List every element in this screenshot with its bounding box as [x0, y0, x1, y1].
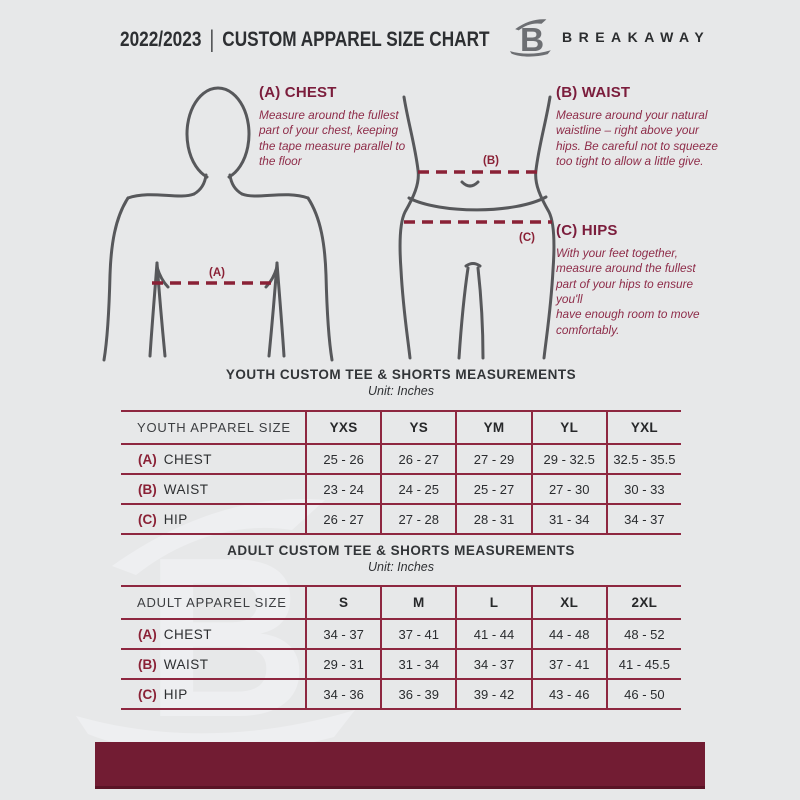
lower-body-figure: [400, 97, 554, 358]
row-name: HIP: [163, 686, 188, 702]
measurement-label: [121, 475, 305, 503]
chest-guide: [259, 84, 417, 169]
adult-size-table: [121, 585, 681, 710]
measurement-value: 25 - 27: [455, 475, 530, 503]
hips-marker-label: (C): [519, 232, 535, 244]
measurement-value: 26 - 27: [380, 445, 455, 473]
measurement-row: [121, 678, 681, 708]
youth-table-title: YOUTH CUSTOM TEE & SHORTS MEASUREMENTS: [225, 367, 577, 382]
row-name: WAIST: [163, 481, 209, 497]
breakaway-logo-icon: [509, 15, 553, 59]
row-name: WAIST: [163, 656, 209, 672]
measurement-label: [121, 445, 305, 473]
measurement-value: 36 - 39: [380, 680, 455, 708]
size-column-header: YL: [531, 412, 606, 443]
brand-name: BREAKAWAY: [562, 29, 711, 45]
row-key: (C): [138, 511, 157, 527]
adult-table-title: ADULT CUSTOM TEE & SHORTS MEASUREMENTS: [227, 543, 575, 558]
chest-heading: (A) CHEST: [259, 84, 337, 101]
hips-guide: [556, 222, 718, 338]
hips-instructions: With your feet together, measure around the fullest part of your hips to ensure you'll have enough room to move comfortably.: [556, 246, 700, 337]
measurement-value: 34 - 37: [305, 620, 380, 648]
measurement-value: 48 - 52: [606, 620, 681, 648]
row-name: CHEST: [163, 626, 213, 642]
youth-table-unit: Unit: Inches: [367, 384, 434, 398]
measurement-value: 37 - 41: [380, 620, 455, 648]
measurement-value: 27 - 29: [455, 445, 530, 473]
measurement-row: [121, 473, 681, 503]
waist-instructions: Measure around your natural waistline – right above your hips. Be careful not to squeeze too tight to allow a little give.: [556, 108, 718, 168]
measurement-value: 27 - 30: [531, 475, 606, 503]
chart-title: CUSTOM APPAREL SIZE CHART: [222, 28, 490, 51]
measurement-value: 39 - 42: [455, 680, 530, 708]
waist-marker-label: (B): [483, 155, 499, 167]
measurement-value: 41 - 45.5: [606, 650, 681, 678]
row-name: CHEST: [163, 451, 213, 467]
page-title: [120, 28, 490, 52]
size-column-header: 2XL: [606, 587, 681, 618]
measurement-value: 27 - 28: [380, 505, 455, 533]
size-column-header: S: [305, 587, 380, 618]
brand-lockup: [509, 15, 710, 59]
title-divider: |: [209, 26, 215, 53]
measurement-row: [121, 618, 681, 648]
measurement-value: 24 - 25: [380, 475, 455, 503]
measurement-value: 31 - 34: [531, 505, 606, 533]
measurement-value: 30 - 33: [606, 475, 681, 503]
measurement-label: [121, 505, 305, 533]
row-key: (A): [138, 451, 157, 467]
measurement-value: 29 - 32.5: [531, 445, 606, 473]
table-header-row: [121, 587, 681, 618]
measurement-value: 28 - 31: [455, 505, 530, 533]
measurement-value: 26 - 27: [305, 505, 380, 533]
youth-size-table: [121, 410, 681, 535]
chest-instructions: Measure around the fullest part of your chest, keeping the tape measure parallel to the floor: [259, 108, 406, 168]
measurement-label: [121, 620, 305, 648]
measurement-value: 32.5 - 35.5: [606, 445, 681, 473]
adult-table-unit: Unit: Inches: [367, 560, 434, 574]
measurement-label: [121, 680, 305, 708]
measurement-row: [121, 443, 681, 473]
measurement-value: 34 - 36: [305, 680, 380, 708]
waist-heading: (B) WAIST: [556, 84, 631, 101]
measurement-value: 34 - 37: [606, 505, 681, 533]
table-header-row: [121, 412, 681, 443]
row-key: (B): [138, 481, 157, 497]
row-key: (C): [138, 686, 157, 702]
measurement-value: 34 - 37: [455, 650, 530, 678]
size-column-header: YXS: [305, 412, 380, 443]
row-name: HIP: [163, 511, 188, 527]
measurement-label: [121, 650, 305, 678]
hips-heading: (C) HIPS: [556, 222, 618, 239]
measurement-value: 43 - 46: [531, 680, 606, 708]
youth-section-header: [121, 367, 681, 398]
measurement-value: 41 - 44: [455, 620, 530, 648]
measurement-row: [121, 503, 681, 533]
row-key: (B): [138, 656, 157, 672]
chest-marker-label: (A): [209, 267, 225, 279]
size-column-header: YS: [380, 412, 455, 443]
apparel-size-header: ADULT APPAREL SIZE: [137, 595, 287, 610]
size-column-header: XL: [531, 587, 606, 618]
measurement-value: 23 - 24: [305, 475, 380, 503]
season-label: 2022/2023: [120, 28, 202, 51]
measurement-value: 29 - 31: [305, 650, 380, 678]
size-column-header: M: [380, 587, 455, 618]
size-column-header: YXL: [606, 412, 681, 443]
waist-guide: [556, 84, 722, 169]
measurement-value: 25 - 26: [305, 445, 380, 473]
size-column-header: YM: [455, 412, 530, 443]
measurement-value: 46 - 50: [606, 680, 681, 708]
measurement-value: 44 - 48: [531, 620, 606, 648]
measurement-value: 37 - 41: [531, 650, 606, 678]
size-column-header: L: [455, 587, 530, 618]
row-key: (A): [138, 626, 157, 642]
measurement-value: 31 - 34: [380, 650, 455, 678]
apparel-size-header: YOUTH APPAREL SIZE: [137, 420, 291, 435]
adult-section-header: [121, 543, 681, 574]
footer-bar: [95, 742, 705, 789]
measurement-row: [121, 648, 681, 678]
